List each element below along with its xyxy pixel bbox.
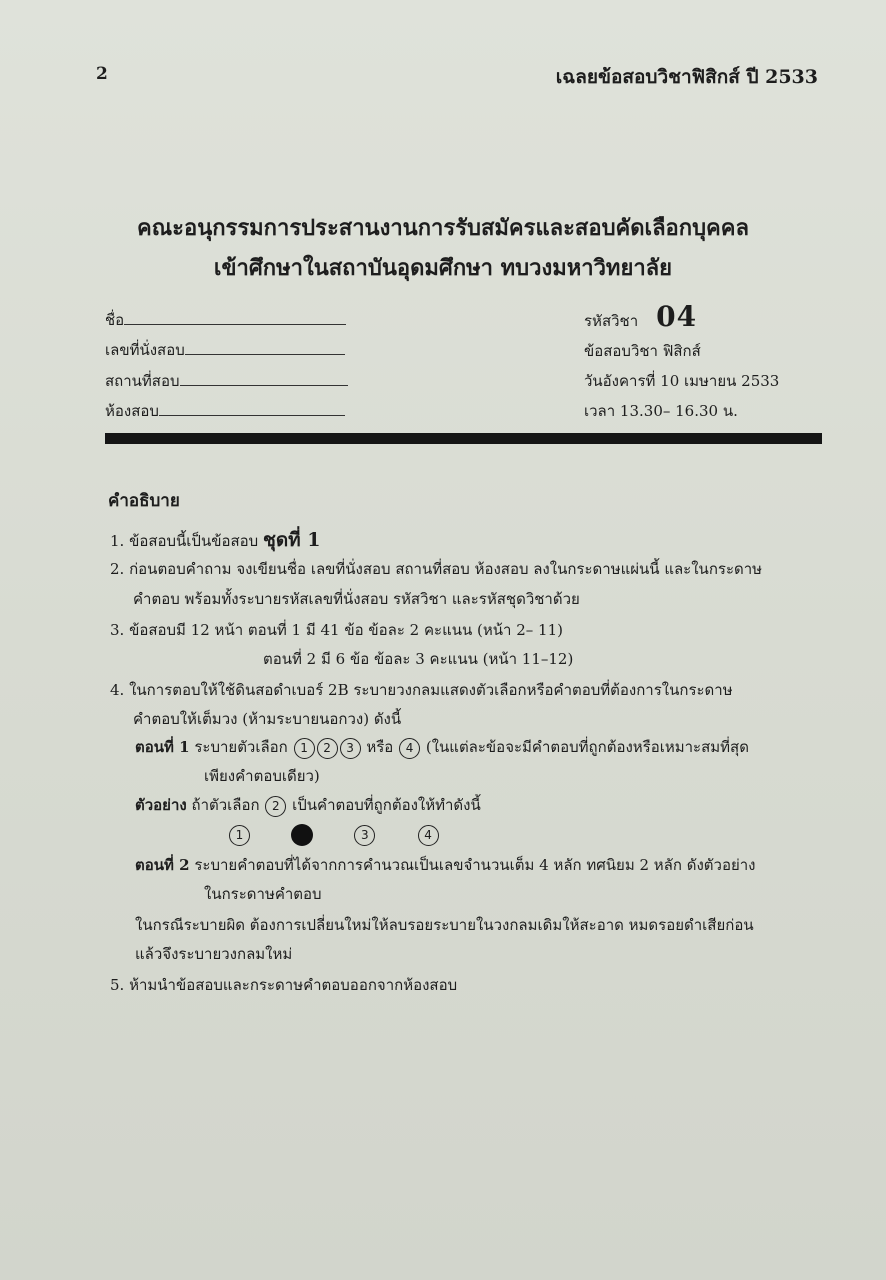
subject-name: ข้อสอบวิชา ฟิสิกส์ (584, 342, 701, 360)
seat-label: เลขที่นั่งสอบ (105, 341, 185, 359)
example-answer-1-circle: 1 (229, 825, 250, 846)
filled-circle-icon (291, 824, 313, 846)
part1-post: (ในแต่ละข้อจะมีคำตอบที่ถูกต้องหรือเหมาะสมที่สุด (425, 738, 749, 756)
part1-or: หรือ (366, 738, 394, 756)
instruction-3-line2: ตอนที่ 2 มี 6 ข้อ ข้อละ 3 คะแนน (หน้า 11–12) (263, 650, 574, 668)
example-pre: ถ้าตัวเลือก (191, 796, 260, 814)
page-header-title: เฉลยข้อสอบวิชาฟิสิกส์ ปี 2533 (555, 66, 818, 88)
instruction-1-number: 1. (110, 532, 125, 550)
instruction-2-line2: คำตอบ พร้อมทั้งระบายรหัสเลขที่นั่งสอบ รหัสวิชา และรหัสชุดวิชาด้วย (133, 590, 580, 608)
instruction-3-number: 3. (110, 621, 125, 639)
mistake-line2: แล้วจึงระบายวงกลมใหม่ (135, 945, 293, 963)
name-label: ชื่อ (105, 311, 125, 329)
name-line (124, 324, 346, 325)
example-answer-3-circle: 3 (354, 825, 375, 846)
instruction-4-line2: คำตอบให้เต็มวง (ห้ามระบายนอกวง) ดังนี้ (133, 710, 402, 728)
instruction-2-text: ก่อนตอบคำถาม จงเขียนชื่อ เลขที่นั่งสอบ สถานที่สอบ ห้องสอบ ลงในกระดาษแผ่นนี้ และในกระดาษ (129, 560, 763, 578)
mistake-line1: ในกรณีระบายผิด ต้องการเปลี่ยนใหม่ให้ลบรอยระบายในวงกลมเดิมให้สะอาด หมดรอยดำเสียก่อน (135, 916, 754, 934)
subject-code: 04 (656, 300, 698, 333)
example-label: ตัวอย่าง (135, 796, 187, 814)
example-row (135, 793, 481, 817)
part1-row (135, 735, 749, 759)
instruction-3-line1 (110, 618, 563, 642)
venue-line (180, 385, 348, 386)
instruction-3-text: ข้อสอบมี 12 หน้า ตอนที่ 1 มี 41 ข้อ ข้อละ 2 คะแนน (หน้า 2– 11) (129, 621, 563, 639)
instruction-5 (110, 973, 457, 997)
example-answer-row (228, 824, 440, 846)
instruction-4-number: 4. (110, 681, 125, 699)
example-answer-4-circle: 4 (418, 825, 439, 846)
choice-1-circle: 1 (294, 738, 315, 759)
room-label: ห้องสอบ (105, 402, 159, 420)
room-field[interactable] (105, 399, 345, 423)
part1-pre: ระบายตัวเลือก (194, 738, 288, 756)
instruction-2-line1 (110, 557, 762, 581)
exam-set: ชุดที่ 1 (262, 529, 321, 551)
instruction-5-text: ห้ามนำข้อสอบและกระดาษคำตอบออกจากห้องสอบ (129, 976, 458, 994)
venue-label: สถานที่สอบ (105, 372, 180, 390)
instruction-1 (110, 525, 321, 555)
name-field[interactable] (105, 308, 346, 332)
part2-row (135, 853, 756, 877)
choice-2-circle: 2 (317, 738, 338, 759)
committee-title-line2: เข้าศึกษาในสถาบันอุดมศึกษา ทบวงมหาวิทยาลัย (213, 255, 673, 281)
seat-line (185, 354, 345, 355)
part1-line2: เพียงคำตอบเดียว) (204, 767, 320, 785)
instructions-heading: คำอธิบาย (108, 491, 180, 511)
choice-4-circle: 4 (399, 738, 420, 759)
room-line (159, 415, 345, 416)
subject-code-label: รหัสวิชา (584, 312, 639, 330)
page-number: 2 (96, 64, 108, 84)
choice-3-circle: 3 (340, 738, 361, 759)
part2-text: ระบายคำตอบที่ได้จากการคำนวณเป็นเลขจำนวนเต็ม 4 หลัก ทศนิยม 2 หลัก ดังตัวอย่าง (194, 856, 756, 874)
exam-time: เวลา 13.30– 16.30 น. (584, 402, 738, 420)
part1-label: ตอนที่ 1 (135, 738, 190, 756)
instruction-1-text: ข้อสอบนี้เป็นข้อสอบ (129, 532, 259, 550)
subject-code-row (584, 300, 697, 333)
instruction-4-line1 (110, 678, 733, 702)
instruction-2-number: 2. (110, 560, 125, 578)
example-post: เป็นคำตอบที่ถูกต้องให้ทำดังนี้ (292, 796, 481, 814)
divider-bar (105, 433, 822, 444)
committee-title-line1: คณะอนุกรรมการประสานงานการรับสมัครและสอบคัดเลือกบุคคล (137, 215, 749, 241)
part2-line2: ในกระดาษคำตอบ (204, 885, 322, 903)
venue-field[interactable] (105, 369, 348, 393)
seat-field[interactable] (105, 338, 345, 362)
part2-label: ตอนที่ 2 (135, 856, 190, 874)
instruction-4-text: ในการตอบให้ใช้ดินสอดำเบอร์ 2B ระบายวงกลมแสดงตัวเลือกหรือคำตอบที่ต้องการในกระดาษ (129, 681, 733, 699)
example-choice-circle: 2 (265, 796, 286, 817)
instruction-5-number: 5. (110, 976, 125, 994)
exam-date: วันอังคารที่ 10 เมษายน 2533 (584, 372, 780, 390)
